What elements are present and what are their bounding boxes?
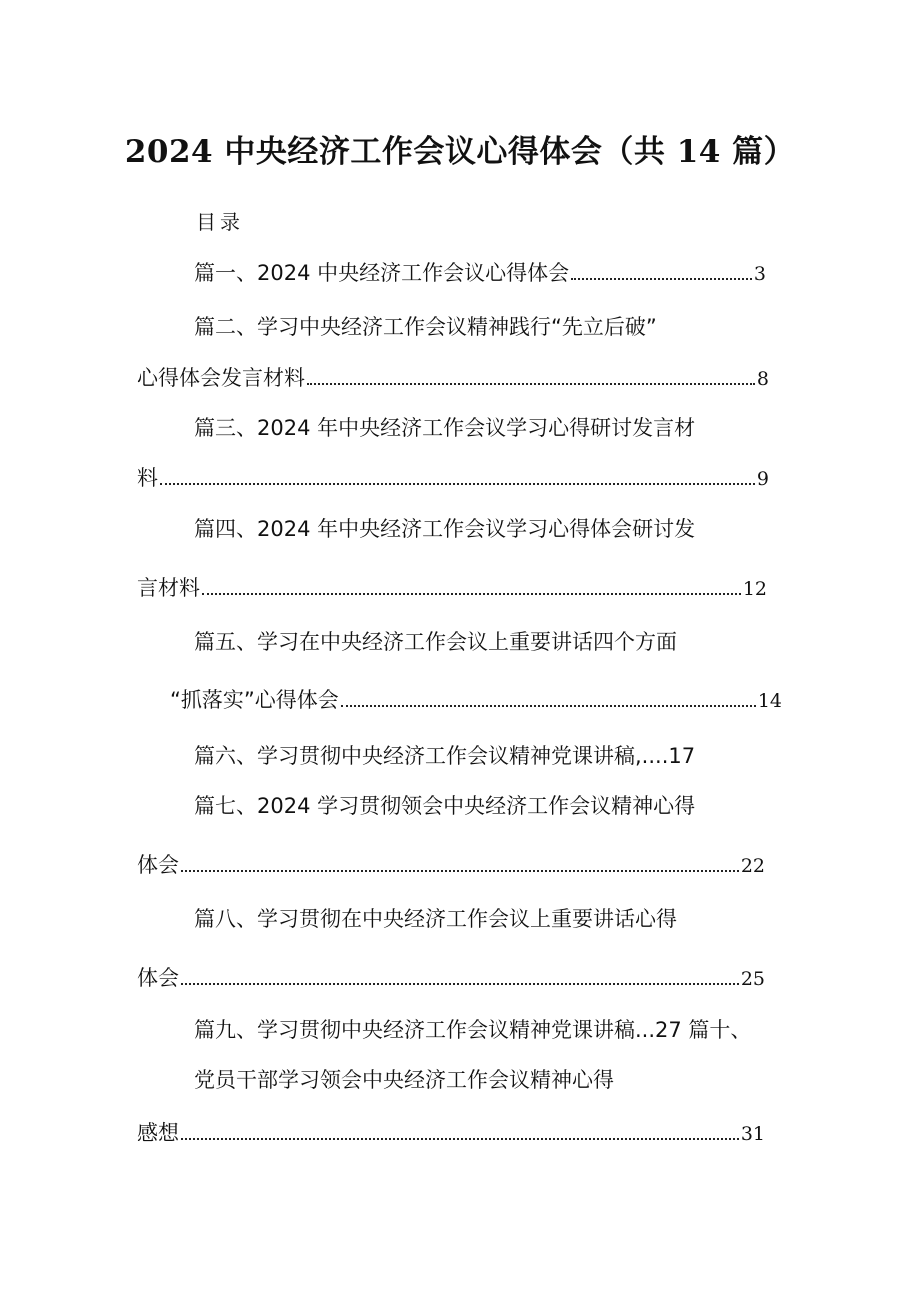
toc-entry-4[interactable] — [137, 574, 767, 603]
toc-page-number: 25 — [740, 968, 765, 990]
toc-entry-label: 篇一、2024 中央经济工作会议心得体会 — [194, 261, 570, 285]
document-title: 2024 中央经济工作会议心得体会（共 14 篇） — [124, 134, 796, 170]
toc-entry-7-title[interactable]: 篇七、2024 学习贯彻领会中央经济工作会议精神心得 — [194, 794, 696, 818]
toc-entry-2[interactable] — [137, 364, 769, 393]
dot-leader — [202, 593, 741, 595]
toc-entry-label: 言材料 — [137, 576, 200, 600]
toc-entry-4-title[interactable]: 篇四、2024 年中央经济工作会议学习心得体会研讨发 — [194, 517, 696, 541]
toc-entry-10-title[interactable]: 党员干部学习领会中央经济工作会议精神心得 — [194, 1068, 614, 1092]
toc-entry-label: 体会 — [137, 966, 179, 990]
toc-entry-1[interactable] — [194, 259, 766, 288]
toc-entry-6[interactable]: 篇六、学习贯彻中央经济工作会议精神党课讲稿,....17 — [194, 744, 696, 768]
toc-entry-label: “抓落实”心得体会 — [170, 688, 339, 712]
toc-entry-label: 体会 — [137, 853, 179, 877]
dot-leader — [341, 705, 756, 707]
toc-entry-label: 心得体会发言材料 — [137, 366, 305, 390]
dot-leader — [181, 983, 739, 985]
toc-page-number: 9 — [756, 468, 769, 490]
toc-entry-8[interactable] — [137, 964, 765, 993]
toc-page-number: 12 — [742, 578, 767, 600]
toc-page-number: 31 — [740, 1123, 765, 1145]
toc-page-number: 8 — [756, 368, 769, 390]
toc-entry-label: 感想 — [137, 1121, 179, 1145]
dot-leader — [160, 483, 755, 485]
dot-leader — [181, 1138, 739, 1140]
toc-entry-2-title[interactable]: 篇二、学习中央经济工作会议精神践行“先立后破” — [194, 315, 657, 339]
toc-page-number: 3 — [753, 263, 766, 285]
toc-entry-3[interactable] — [137, 464, 769, 493]
toc-entry-10[interactable] — [137, 1119, 765, 1148]
toc-entry-3-title[interactable]: 篇三、2024 年中央经济工作会议学习心得研讨发言材 — [194, 416, 696, 440]
toc-entry-5[interactable] — [170, 686, 782, 715]
dot-leader — [571, 278, 752, 280]
dot-leader — [181, 870, 739, 872]
toc-entry-5-title[interactable]: 篇五、学习在中央经济工作会议上重要讲话四个方面 — [194, 630, 677, 654]
dot-leader — [307, 383, 755, 385]
toc-entry-8-title[interactable]: 篇八、学习贯彻在中央经济工作会议上重要讲话心得 — [194, 907, 677, 931]
toc-entry-7[interactable] — [137, 851, 765, 880]
toc-page-number: 14 — [757, 690, 782, 712]
toc-heading: 目录 — [196, 210, 244, 234]
toc-entry-label: 料 — [137, 466, 158, 490]
toc-entry-9[interactable]: 篇九、学习贯彻中央经济工作会议精神党课讲稿...27 篇十、 — [194, 1018, 752, 1042]
toc-page-number: 22 — [740, 855, 765, 877]
